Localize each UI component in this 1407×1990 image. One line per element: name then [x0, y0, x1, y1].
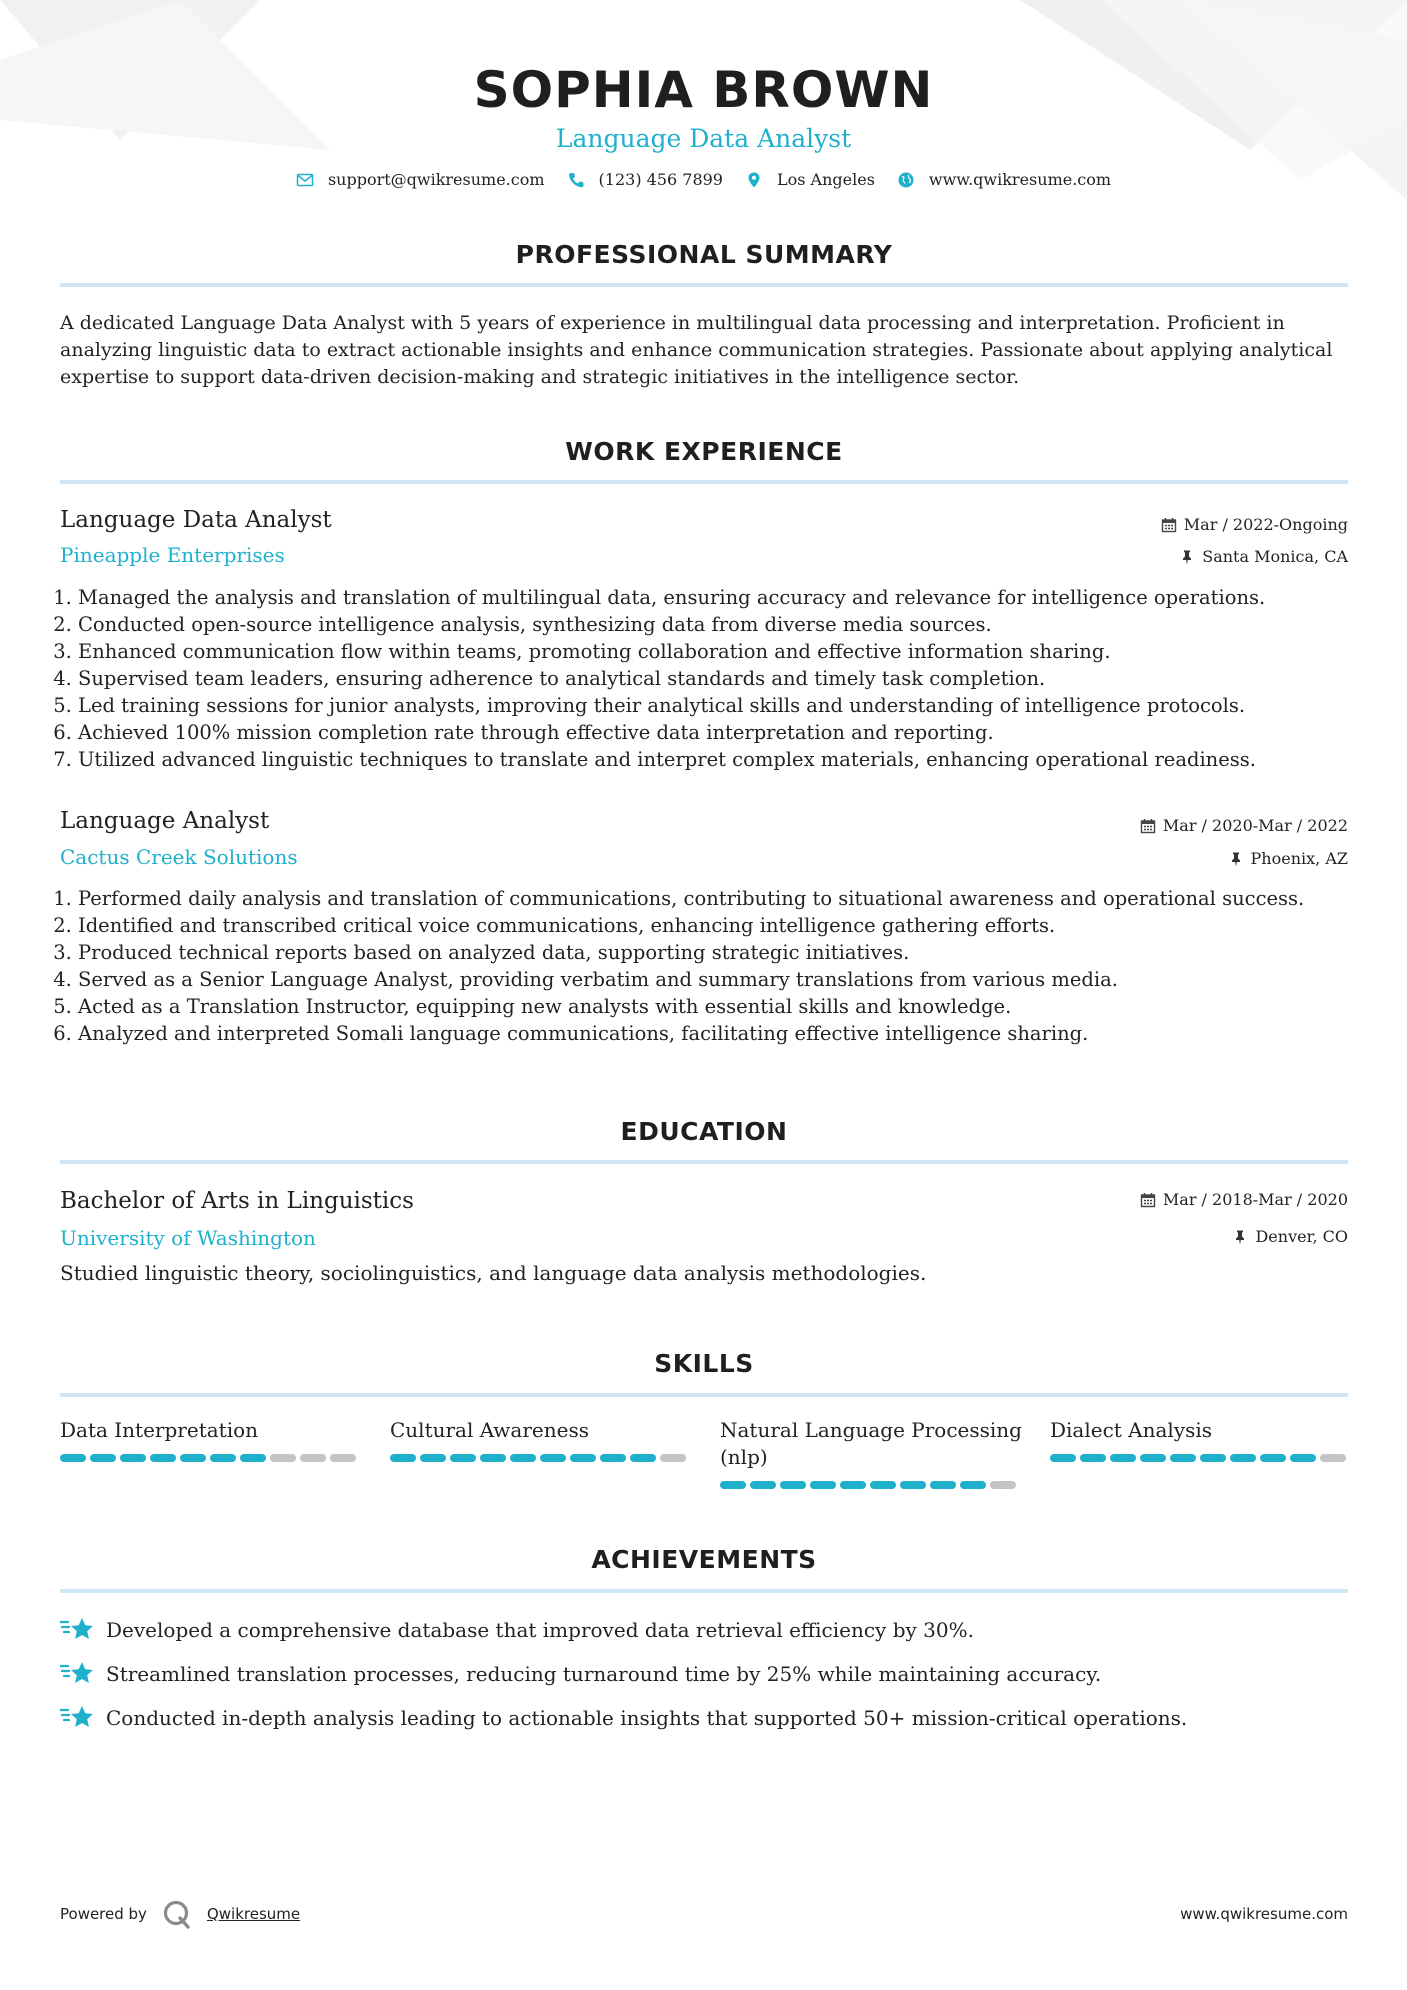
education-description: Studied linguistic theory, sociolinguistics, and language data analysis methodologies. — [60, 1261, 927, 1285]
job-responsibilities — [60, 584, 1348, 773]
skill-segment-filled — [810, 1481, 836, 1489]
skill-item — [1050, 1417, 1380, 1489]
pushpin-icon — [1228, 851, 1244, 867]
skill-level-bar — [390, 1454, 720, 1462]
skill-segment-filled — [120, 1454, 146, 1462]
skill-segment-filled — [900, 1481, 926, 1489]
list-item: 2. Identified and transcribed critical voice communications, enhancing intelligence gathering efforts. — [78, 912, 1348, 939]
list-item: 3. Enhanced communication flow within teams, promoting collaboration and effective information sharing. — [78, 638, 1348, 665]
skill-segment-filled — [510, 1454, 536, 1462]
skill-segment-filled — [600, 1454, 626, 1462]
candidate-title: Language Data Analyst — [555, 124, 852, 153]
experience-divider — [60, 480, 1348, 484]
skill-segment-filled — [150, 1454, 176, 1462]
contact-email-text: support@qwikresume.com — [327, 170, 545, 189]
education-location — [1232, 1227, 1348, 1246]
skill-segment-filled — [390, 1454, 416, 1462]
skill-segment-empty — [660, 1454, 686, 1462]
candidate-name: SOPHIA BROWN — [473, 61, 934, 119]
job-responsibilities — [60, 885, 1348, 1047]
list-item: 1. Managed the analysis and translation of multilingual data, ensuring accuracy and relevance for intelligence operations. — [78, 584, 1348, 611]
job-dates — [1140, 816, 1348, 835]
list-item — [60, 1652, 1348, 1696]
list-item: 5. Led training sessions for junior analysts, improving their analytical skills and understanding of intelligence protocols. — [78, 692, 1348, 719]
skill-segment-filled — [960, 1481, 986, 1489]
achievements-divider — [60, 1589, 1348, 1593]
skill-segment-filled — [180, 1454, 206, 1462]
job-location — [1228, 849, 1348, 868]
skill-segment-filled — [570, 1454, 596, 1462]
list-item: 6. Achieved 100% mission completion rate through effective data interpretation and reporting. — [78, 719, 1348, 746]
job-location-text: Santa Monica, CA — [1202, 547, 1348, 566]
job-location — [1179, 547, 1348, 566]
brand-link[interactable]: Qwikresume — [206, 1905, 301, 1923]
skill-segment-empty — [990, 1481, 1016, 1489]
skill-segment-filled — [840, 1481, 866, 1489]
skills-heading: SKILLS — [654, 1349, 754, 1378]
list-item: 3. Produced technical reports based on analyzed data, supporting strategic initiatives. — [78, 939, 1348, 966]
skill-item — [60, 1417, 390, 1489]
achievements-heading: ACHIEVEMENTS — [591, 1545, 817, 1574]
skill-segment-filled — [60, 1454, 86, 1462]
envelope-icon — [296, 171, 314, 189]
school-name: University of Washington — [60, 1226, 316, 1250]
skill-segment-empty — [1320, 1454, 1346, 1462]
skill-segment-filled — [1140, 1454, 1166, 1462]
skill-segment-filled — [1260, 1454, 1286, 1462]
pushpin-icon — [1179, 549, 1195, 565]
list-item: 5. Acted as a Translation Instructor, equipping new analysts with essential skills and knowledge. — [78, 993, 1348, 1020]
skill-segment-filled — [540, 1454, 566, 1462]
education-location-text: Denver, CO — [1255, 1227, 1348, 1246]
skill-segment-filled — [1170, 1454, 1196, 1462]
contact-location-text: Los Angeles — [776, 170, 875, 189]
job-title: Language Data Analyst — [60, 507, 332, 533]
phone-icon — [567, 171, 585, 189]
list-item: 2. Conducted open-source intelligence analysis, synthesizing data from diverse media sources. — [78, 611, 1348, 638]
skill-segment-filled — [210, 1454, 236, 1462]
contact-website[interactable] — [897, 170, 1111, 189]
job-company: Cactus Creek Solutions — [60, 845, 298, 869]
education-dates-text: Mar / 2018-Mar / 2020 — [1162, 1190, 1348, 1209]
skill-segment-filled — [1230, 1454, 1256, 1462]
skill-item — [390, 1417, 720, 1489]
skill-level-bar — [720, 1481, 1050, 1489]
calendar-icon — [1140, 1192, 1156, 1208]
job-company: Pineapple Enterprises — [60, 543, 285, 567]
job-location-text: Phoenix, AZ — [1250, 849, 1348, 868]
list-item: 6. Analyzed and interpreted Somali language communications, facilitating effective intelligence sharing. — [78, 1020, 1348, 1047]
job-title: Language Analyst — [60, 808, 270, 834]
star-icon — [60, 1659, 94, 1689]
education-divider — [60, 1160, 1348, 1164]
job-dates — [1161, 515, 1348, 534]
resume-header — [0, 0, 1407, 189]
achievement-text: Conducted in-depth analysis leading to actionable insights that supported 50+ mission-critical operations. — [106, 1706, 1188, 1730]
skill-segment-empty — [330, 1454, 356, 1462]
skill-segment-filled — [930, 1481, 956, 1489]
experience-heading: WORK EXPERIENCE — [565, 437, 843, 466]
skill-segment-filled — [1200, 1454, 1226, 1462]
globe-icon — [897, 171, 915, 189]
page-footer — [60, 1898, 1348, 1930]
skills-list — [60, 1417, 1380, 1489]
list-item — [60, 1608, 1348, 1652]
job-dates-text: Mar / 2022-Ongoing — [1183, 515, 1348, 534]
skills-divider — [60, 1393, 1348, 1397]
skill-segment-filled — [1290, 1454, 1316, 1462]
powered-by — [60, 1898, 1348, 1930]
qwikresume-logo-icon — [161, 1898, 193, 1930]
contact-email[interactable] — [296, 170, 545, 189]
skill-item — [720, 1417, 1050, 1489]
skill-name: Data Interpretation — [60, 1418, 259, 1442]
skill-segment-filled — [720, 1481, 746, 1489]
skill-segment-filled — [780, 1481, 806, 1489]
skill-level-bar — [1050, 1454, 1380, 1462]
contact-phone[interactable] — [567, 170, 723, 189]
list-item: 7. Utilized advanced linguistic techniques to translate and interpret complex materials, enhancing operational readiness. — [78, 746, 1348, 773]
star-icon — [60, 1703, 94, 1733]
skill-segment-filled — [870, 1481, 896, 1489]
contact-phone-text: (123) 456 7899 — [598, 170, 723, 189]
summary-divider — [60, 283, 1348, 287]
contact-bar — [0, 170, 1407, 189]
calendar-icon — [1161, 517, 1177, 533]
skill-segment-filled — [630, 1454, 656, 1462]
summary-text: A dedicated Language Data Analyst with 5 years of experience in multilingual data processing and interpretation. Proficient in analyzing linguistic data to extract actionable insights and enhance communication strategies. Passionate about applying analytical expertise to support data-driven decision-making and strategic initiatives in the intelligence sector. — [60, 312, 1333, 388]
skill-segment-filled — [480, 1454, 506, 1462]
pushpin-icon — [1232, 1229, 1248, 1245]
contact-location — [745, 170, 875, 189]
achievement-text: Streamlined translation processes, reducing turnaround time by 25% while maintaining accuracy. — [106, 1662, 1102, 1686]
skill-segment-filled — [750, 1481, 776, 1489]
summary-heading: PROFESSIONAL SUMMARY — [515, 240, 893, 269]
skill-level-bar — [60, 1454, 390, 1462]
skill-segment-filled — [420, 1454, 446, 1462]
achievements-list — [60, 1608, 1348, 1740]
star-icon — [60, 1615, 94, 1645]
skill-name: Natural Language Processing (nlp) — [720, 1418, 1022, 1469]
skill-segment-filled — [1080, 1454, 1106, 1462]
education-dates — [1140, 1190, 1348, 1209]
map-pin-icon — [745, 171, 763, 189]
degree-title: Bachelor of Arts in Linguistics — [60, 1188, 414, 1214]
powered-by-label: Powered by — [60, 1905, 147, 1923]
skill-segment-filled — [1110, 1454, 1136, 1462]
list-item: 4. Served as a Senior Language Analyst, providing verbatim and summary translations from various media. — [78, 966, 1348, 993]
footer-website[interactable]: www.qwikresume.com — [1180, 1905, 1348, 1923]
skill-segment-filled — [1050, 1454, 1076, 1462]
skill-segment-filled — [240, 1454, 266, 1462]
skill-name: Dialect Analysis — [1050, 1418, 1213, 1442]
achievement-text: Developed a comprehensive database that improved data retrieval efficiency by 30%. — [106, 1618, 974, 1642]
job-dates-text: Mar / 2020-Mar / 2022 — [1162, 816, 1348, 835]
calendar-icon — [1140, 818, 1156, 834]
list-item: 1. Performed daily analysis and translation of communications, contributing to situational awareness and operational success. — [78, 885, 1348, 912]
skill-name: Cultural Awareness — [390, 1418, 589, 1442]
skill-segment-filled — [90, 1454, 116, 1462]
list-item: 4. Supervised team leaders, ensuring adherence to analytical standards and timely task completion. — [78, 665, 1348, 692]
contact-website-text: www.qwikresume.com — [928, 170, 1112, 189]
skill-segment-empty — [300, 1454, 326, 1462]
education-heading: EDUCATION — [620, 1117, 788, 1146]
skill-segment-filled — [450, 1454, 476, 1462]
list-item — [60, 1696, 1348, 1740]
skill-segment-empty — [270, 1454, 296, 1462]
